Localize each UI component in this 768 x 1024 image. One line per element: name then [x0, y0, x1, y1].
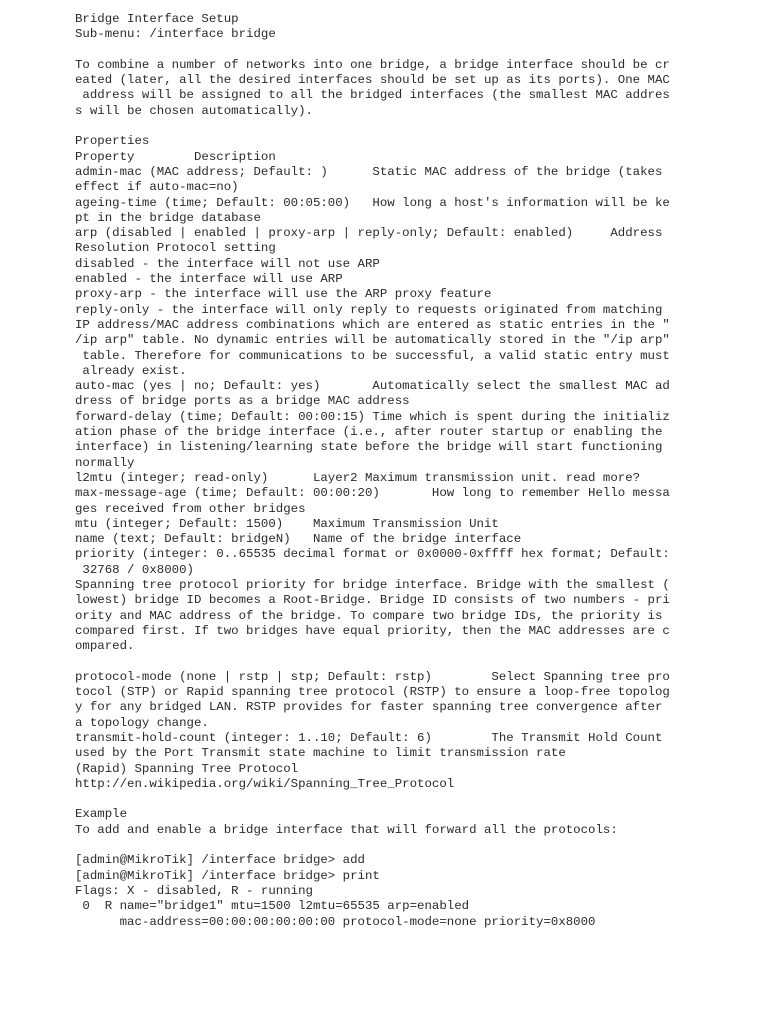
doc-line — [75, 792, 755, 807]
doc-line: name (text; Default: bridgeN) Name of the bridge interface — [75, 532, 522, 547]
doc-line: effect if auto-mac=no) — [75, 180, 239, 195]
doc-line: To combine a number of networks into one bridge, a bridge interface should be cr — [75, 57, 670, 72]
doc-line: IP address/MAC address combinations which are entered as static entries in the " — [75, 317, 670, 332]
doc-line: [admin@MikroTik] /interface bridge> print — [75, 868, 380, 883]
doc-line: /ip arp" table. No dynamic entries will be automatically stored in the "/ip arp" — [75, 333, 670, 348]
doc-line: Example — [75, 807, 128, 822]
doc-line: Bridge Interface Setup — [75, 12, 239, 26]
doc-line: ges received from other bridges — [75, 501, 306, 516]
doc-line: forward-delay (time; Default: 00:00:15) Time which is spent during the initializ — [75, 409, 670, 424]
doc-line — [75, 43, 755, 58]
doc-line: reply-only - the interface will only reply to requests originated from matching — [75, 302, 663, 317]
doc-line: 32768 / 0x8000) — [75, 562, 194, 577]
doc-line: dress of bridge ports as a bridge MAC address — [75, 394, 410, 409]
doc-line: l2mtu (integer; read-only) Layer2 Maximum transmission unit. read more? — [75, 470, 641, 485]
doc-line — [75, 654, 755, 669]
doc-line: used by the Port Transmit state machine to limit transmission rate — [75, 746, 566, 761]
doc-line: Spanning tree protocol priority for bridge interface. Bridge with the smallest ( — [75, 577, 670, 592]
doc-line: Sub-menu: /interface bridge — [75, 27, 276, 42]
doc-line: protocol-mode (none | rstp | stp; Default: rstp) Select Spanning tree pro — [75, 669, 670, 684]
doc-line: interface) in listening/learning state before the bridge will start functioning — [75, 440, 663, 455]
doc-line: ageing-time (time; Default: 00:05:00) How long a host's information will be ke — [75, 195, 670, 210]
doc-line: enabled - the interface will use ARP — [75, 272, 343, 287]
doc-line: ation phase of the bridge interface (i.e., after router startup or enabling the — [75, 425, 663, 440]
doc-line: http://en.wikipedia.org/wiki/Spanning_Tree_Protocol — [75, 776, 455, 791]
doc-line: y for any bridged LAN. RSTP provides for faster spanning tree convergence after — [75, 700, 663, 715]
doc-line: mac-address=00:00:00:00:00:00 protocol-mode=none priority=0x8000 — [75, 914, 596, 929]
doc-line: ority and MAC address of the bridge. To compare two bridge IDs, the priority is — [75, 608, 663, 623]
doc-line: s will be chosen automatically). — [75, 103, 313, 118]
doc-line: pt in the bridge database — [75, 210, 261, 225]
doc-line: disabled - the interface will not use ARP — [75, 256, 380, 271]
doc-line: auto-mac (yes | no; Default: yes) Automatically select the smallest MAC ad — [75, 379, 670, 394]
doc-line: ompared. — [75, 639, 135, 654]
doc-line: lowest) bridge ID becomes a Root-Bridge. Bridge ID consists of two numbers - pri — [75, 593, 670, 608]
doc-line: arp (disabled | enabled | proxy-arp | reply-only; Default: enabled) Address — [75, 226, 663, 241]
doc-line: Resolution Protocol setting — [75, 241, 276, 256]
doc-line: 0 R name="bridge1" mtu=1500 l2mtu=65535 arp=enabled — [75, 899, 470, 914]
doc-line: To add and enable a bridge interface that will forward all the protocols: — [75, 822, 618, 837]
document-page — [75, 12, 755, 930]
doc-line: Property Description — [75, 149, 276, 164]
doc-line: eated (later, all the desired interfaces should be set up as its ports). One MAC — [75, 73, 670, 88]
doc-line: address will be assigned to all the bridged interfaces (the smallest MAC addres — [75, 88, 670, 103]
doc-line: already exist. — [75, 363, 187, 378]
doc-line — [75, 119, 755, 134]
doc-line: max-message-age (time; Default: 00:00:20) How long to remember Hello messa — [75, 486, 670, 501]
doc-line: mtu (integer; Default: 1500) Maximum Transmission Unit — [75, 516, 499, 531]
doc-line: (Rapid) Spanning Tree Protocol — [75, 761, 299, 776]
doc-line: Flags: X - disabled, R - running — [75, 883, 313, 898]
doc-line: a topology change. — [75, 715, 209, 730]
doc-line: proxy-arp - the interface will use the ARP proxy feature — [75, 287, 492, 302]
doc-line: table. Therefore for communications to be successful, a valid static entry must — [75, 348, 670, 363]
doc-line: [admin@MikroTik] /interface bridge> add — [75, 853, 365, 868]
doc-line — [75, 838, 755, 853]
doc-line: Properties — [75, 134, 150, 149]
doc-line: transmit-hold-count (integer: 1..10; Default: 6) The Transmit Hold Count — [75, 730, 663, 745]
doc-line: tocol (STP) or Rapid spanning tree protocol (RSTP) to ensure a loop-free topolog — [75, 685, 670, 700]
doc-line: compared first. If two bridges have equal priority, then the MAC addresses are c — [75, 623, 670, 638]
doc-line: priority (integer: 0..65535 decimal format or 0x0000-0xffff hex format; Default: — [75, 547, 670, 562]
doc-line: admin-mac (MAC address; Default: ) Static MAC address of the bridge (takes — [75, 164, 663, 179]
doc-line: normally — [75, 455, 135, 470]
